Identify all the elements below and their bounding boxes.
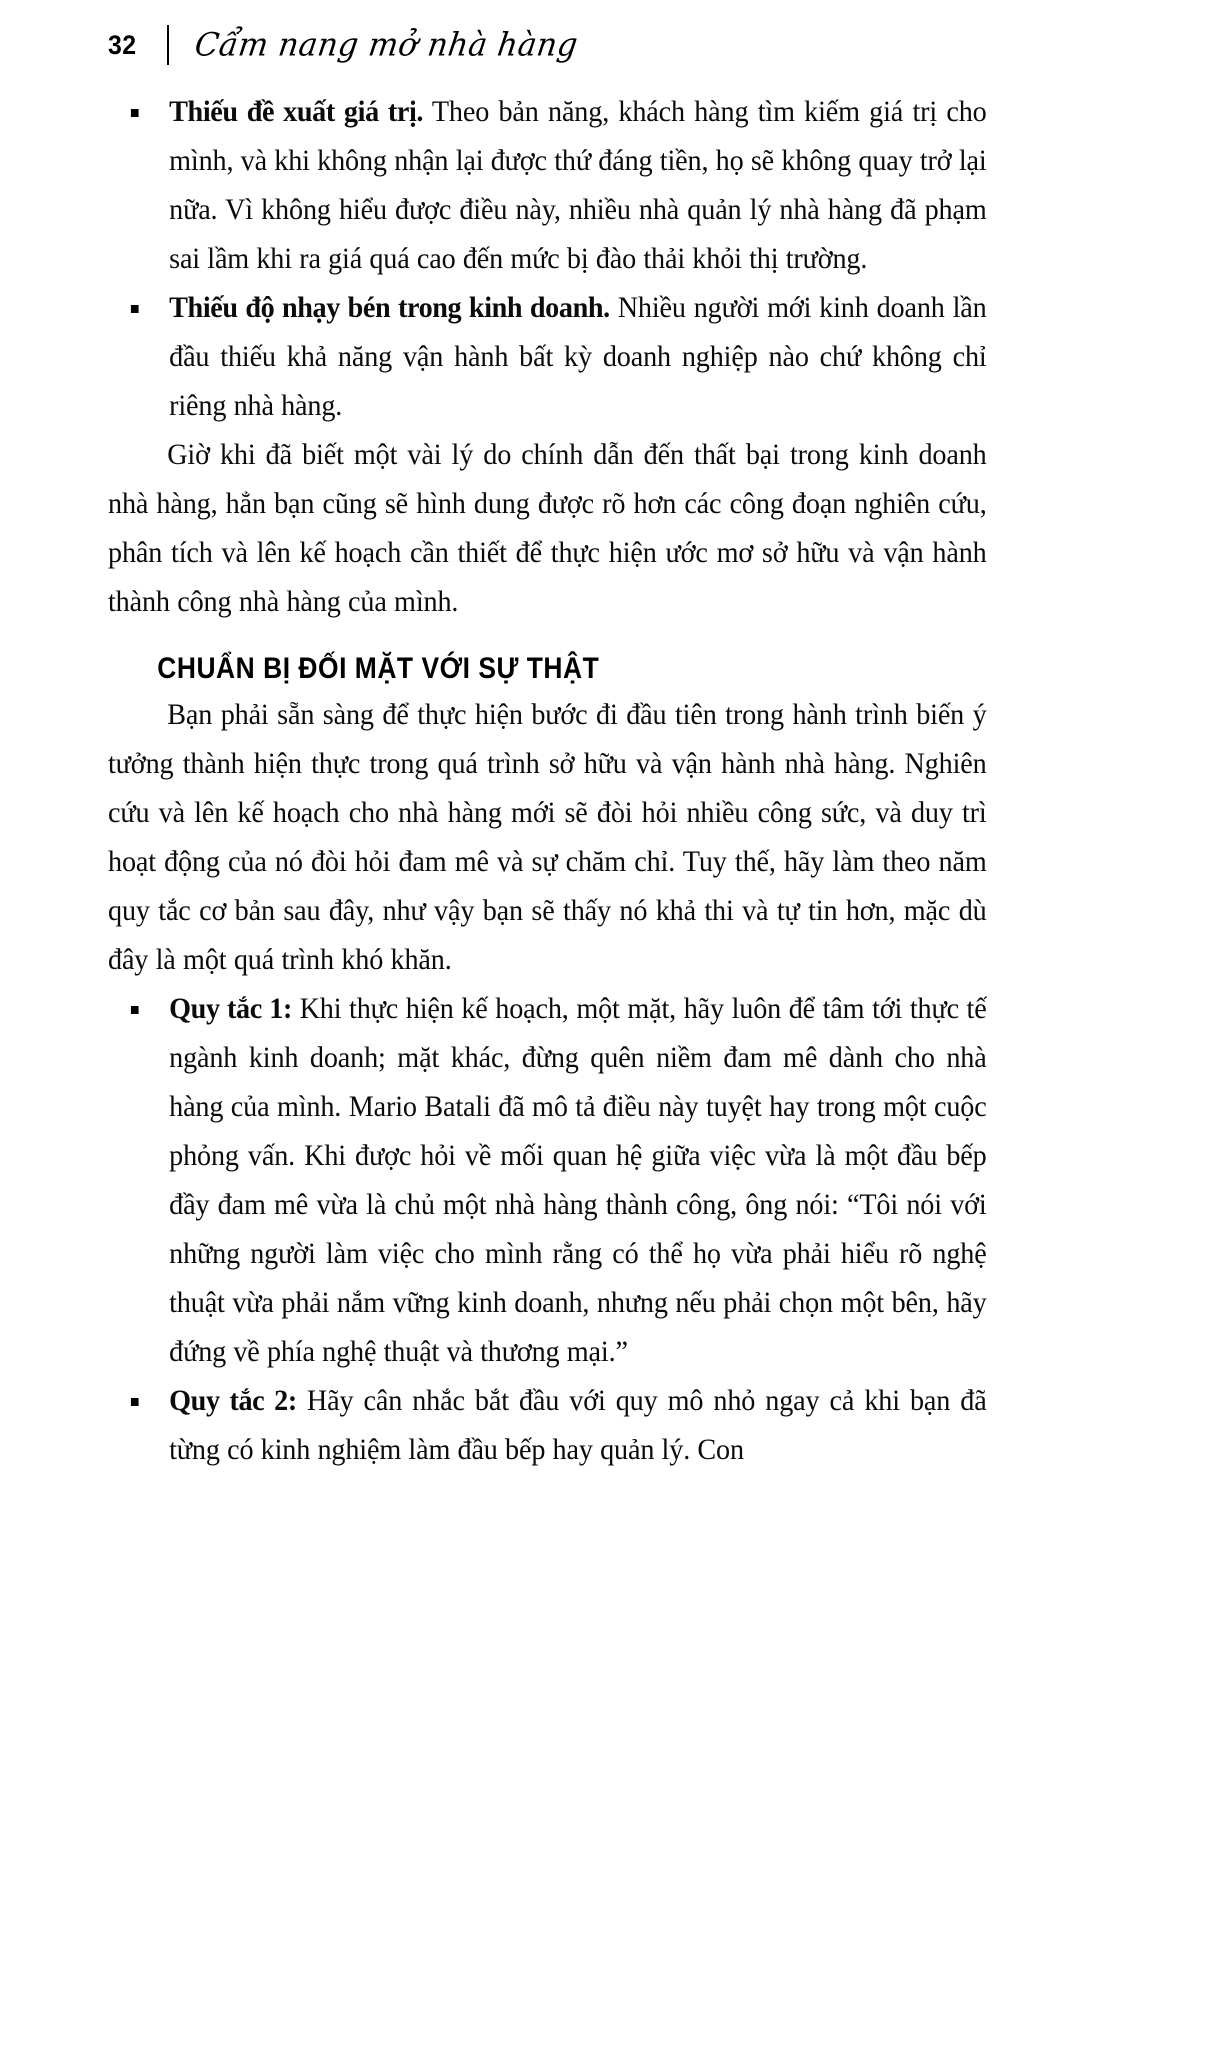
failure-reasons-list <box>108 88 1028 431</box>
paragraph-after-bullets: Giờ khi đã biết một vài lý do chính dẫn đến thất bại trong kinh doanh nhà hàng, hẳn bạn cũng sẽ hình dung được rõ hơn các công đoạn nghiên cứu, phân tích và lên kế hoạch cần thiết để thực hiện ước mơ sở hữu và vận hành thành công nhà hàng của mình. <box>108 439 987 618</box>
header-divider <box>167 25 169 65</box>
list-item <box>108 284 987 431</box>
running-header <box>108 14 1116 76</box>
bullet-body: Nhiều người mới kinh doanh lần đầu thiếu khả năng vận hành bất kỳ doanh nghiệp nào chứ không chỉ riêng nhà hàng. <box>169 292 987 422</box>
list-item <box>108 985 987 1377</box>
page-content <box>108 88 1028 1475</box>
list-item <box>108 1377 987 1475</box>
rule-lead: Quy tắc 1: <box>169 993 292 1025</box>
running-title: Cẩm nang mở nhà hàng <box>192 25 581 64</box>
rule-lead: Quy tắc 2: <box>169 1385 297 1417</box>
page-number: 32 <box>108 29 137 60</box>
list-item <box>108 88 987 284</box>
rules-list <box>108 985 1028 1475</box>
section-heading: CHUẨN BỊ ĐỐI MẶT VỚI SỰ THẬT <box>157 652 600 685</box>
spacer <box>108 627 1028 647</box>
bullet-body: Theo bản năng, khách hàng tìm kiếm giá trị cho mình, và khi không nhận lại được thứ đáng tiền, họ sẽ không quay trở lại nữa. Vì không hiểu được điều này, nhiều nhà quản lý nhà hàng đã phạm sai lầm khi ra giá quá cao đến mức bị đào thải khỏi thị trường. <box>169 96 987 275</box>
rule-body: Khi thực hiện kế hoạch, một mặt, hãy luôn để tâm tới thực tế ngành kinh doanh; mặt khác, đừng quên niềm đam mê dành cho nhà hàng của mình. Mario Batali đã mô tả điều này tuyệt hay trong một cuộc phỏng vấn. Khi được hỏi về mối quan hệ giữa việc vừa là một đầu bếp đầy đam mê vừa là chủ một nhà hàng thành công, ông nói: “Tôi nói với những người làm việc cho mình rằng có thể họ vừa phải hiểu rõ nghệ thuật vừa phải nắm vững kinh doanh, nhưng nếu phải chọn một bên, hãy đứng về phía nghệ thuật và thương mại.” <box>169 993 987 1368</box>
section-intro-paragraph: Bạn phải sẵn sàng để thực hiện bước đi đầu tiên trong hành trình biến ý tưởng thành hiện thực trong quá trình sở hữu và vận hành nhà hàng. Nghiên cứu và lên kế hoạch cho nhà hàng mới sẽ đòi hỏi nhiều công sức, và duy trì hoạt động của nó đòi hỏi đam mê và sự chăm chỉ. Tuy thế, hãy làm theo năm quy tắc cơ bản sau đây, như vậy bạn sẽ thấy nó khả thi và tự tin hơn, mặc dù đây là một quá trình khó khăn. <box>108 699 987 976</box>
bullet-lead: Thiếu đề xuất giá trị. <box>169 96 424 128</box>
rule-body: Hãy cân nhắc bắt đầu với quy mô nhỏ ngay cả khi bạn đã từng có kinh nghiệm làm đầu bếp hay quản lý. Con <box>169 1385 987 1466</box>
bullet-lead: Thiếu độ nhạy bén trong kinh doanh. <box>169 292 610 324</box>
